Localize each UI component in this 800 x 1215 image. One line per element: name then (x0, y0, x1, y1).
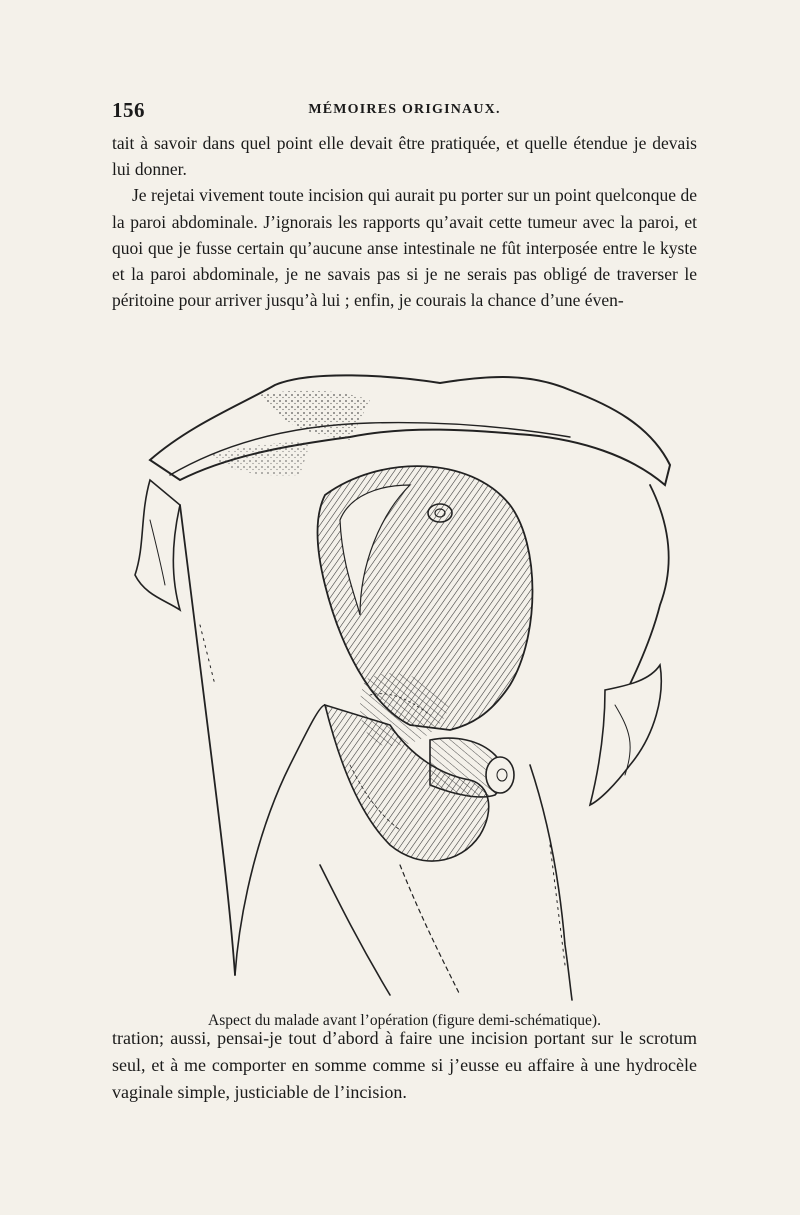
paragraph: Je rejetai vivement toute incision qui aurait pu porter sur un point quelconque de la paroi abdominale. J’ignorais les rapports qu’avait cette tumeur avec la paroi, et quoi que je fusse certain qu’aucune anse intestinale ne fût interposée entre le kyste et la paroi abdominale, je ne savais pas si je ne serais pas obligé de traverser le péritoine pour arriver jusqu’à lui ; enfin, je courais la chance d’une éven- (112, 185, 697, 311)
page-header (112, 98, 697, 122)
text-block-bottom (112, 1025, 697, 1106)
figure-caption: Aspect du malade avant l’opération (figure demi-schématique). (208, 1012, 601, 1029)
paragraph: tait à savoir dans quel point elle devait être pratiquée, et quelle étendue je devais lui donner. (112, 133, 697, 180)
engraving-figure (110, 345, 700, 1029)
text-block-top (112, 130, 697, 313)
figure-illustration (110, 345, 700, 1005)
page-number: 156 (112, 98, 145, 122)
paragraph: tration; aussi, pensai-je tout d’abord à faire une incision portant sur le scrotum seul, et à me comporter en somme comme si j’eusse eu affaire à une hydrocèle vaginale simple, justiciable de l’incision. (112, 1028, 697, 1102)
running-title: MÉMOIRES ORIGINAUX. (308, 102, 501, 117)
